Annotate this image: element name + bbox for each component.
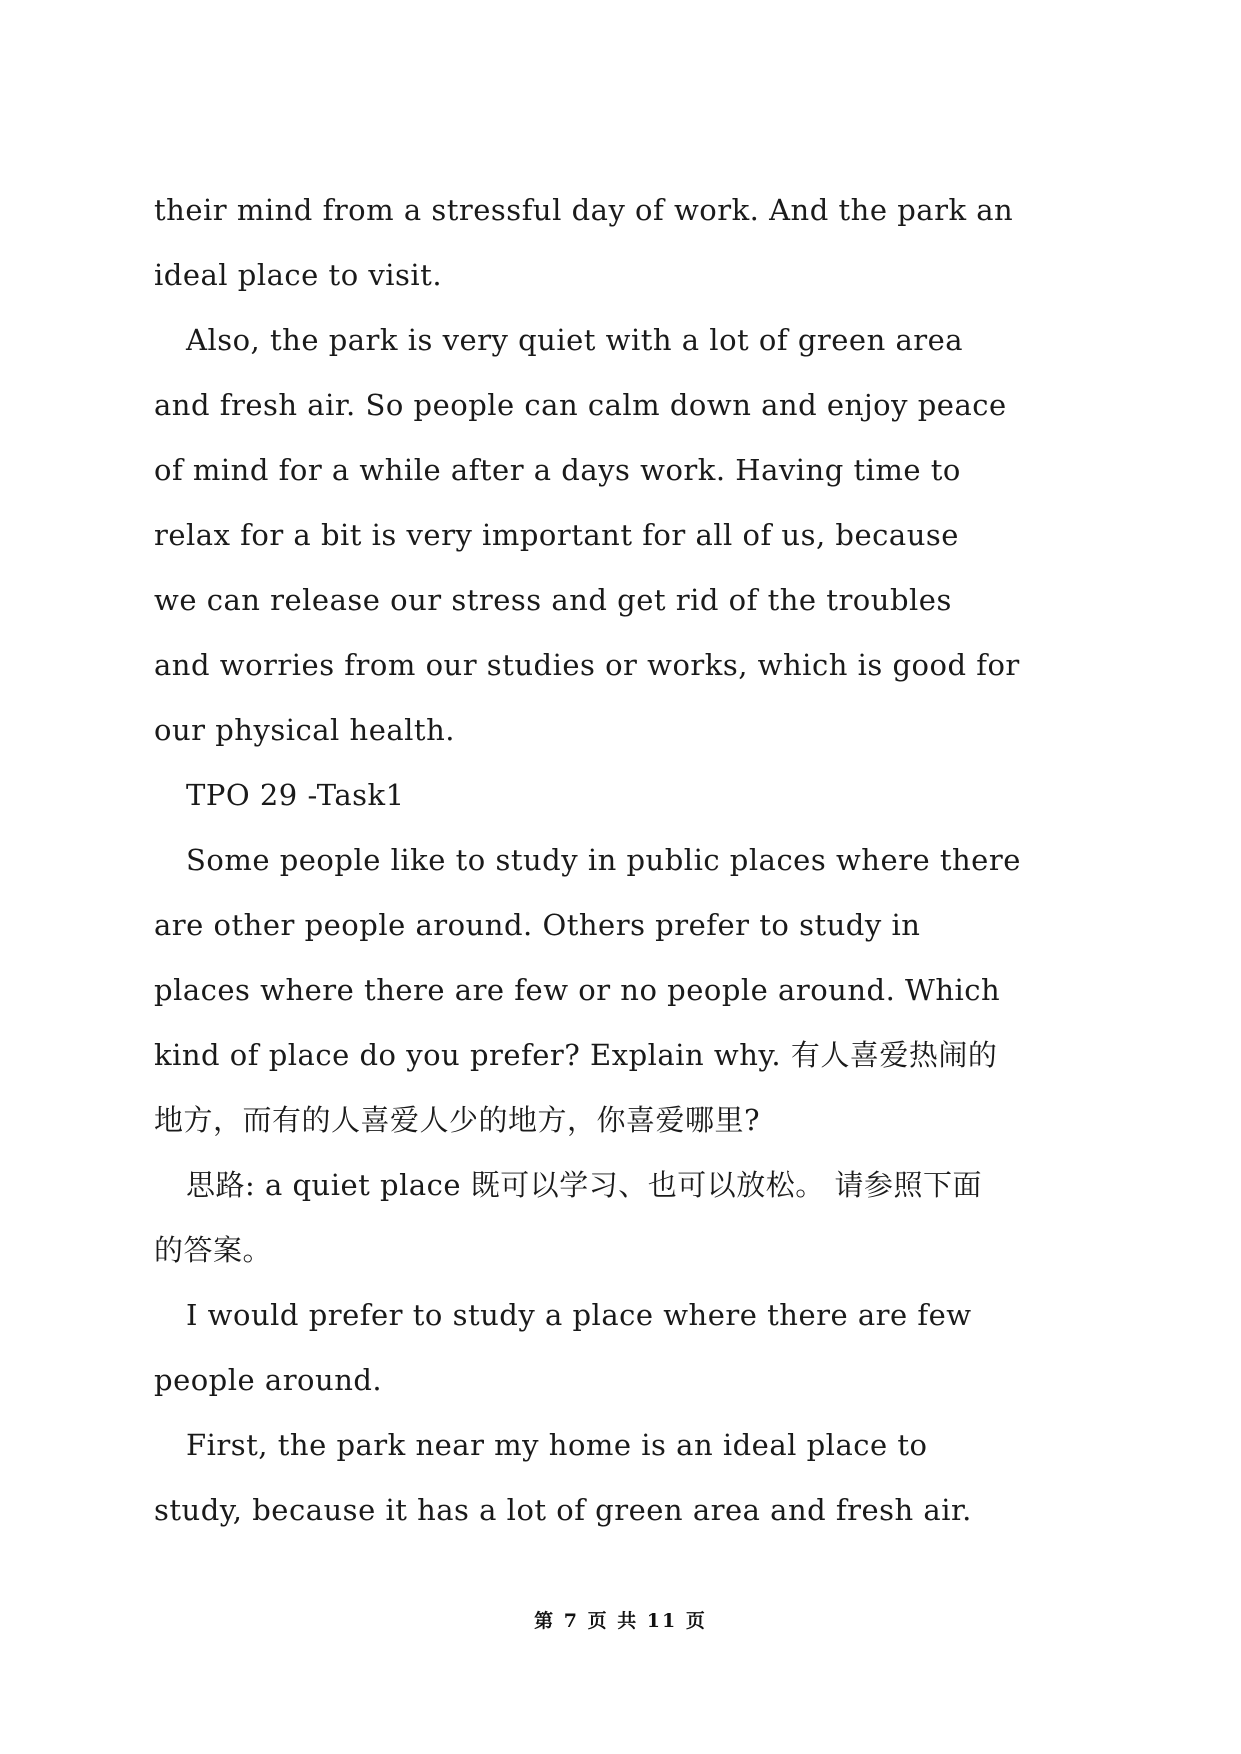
text-line: ideal place to visit. xyxy=(154,258,443,292)
text-line: places where there are few or no people around. Which xyxy=(154,973,1001,1007)
text-line: their mind from a stressful day of work. And the park an xyxy=(154,193,1014,227)
text-line: Also, the park is very quiet with a lot of green area xyxy=(186,323,964,357)
page-number-footer: 第 7 页 共 11 页 xyxy=(534,1610,707,1632)
text-line: of mind for a while after a days work. Having time to xyxy=(154,453,961,487)
text-line: study, because it has a lot of green area and fresh air. xyxy=(154,1493,972,1527)
text-line: I would prefer to study a place where there are few xyxy=(186,1298,972,1332)
text-line: people around. xyxy=(154,1363,383,1397)
text-line: relax for a bit is very important for all of us, because xyxy=(154,518,959,552)
text-line: and worries from our studies or works, which is good for xyxy=(154,648,1020,682)
text-line: and fresh air. So people can calm down and enjoy peace xyxy=(154,388,1007,422)
text-line: our physical health. xyxy=(154,713,455,747)
text-line: we can release our stress and get rid of the troubles xyxy=(154,583,952,617)
document-body xyxy=(154,178,1094,1543)
text-line: Some people like to study in public places where there xyxy=(186,843,1021,877)
text-line: 地方，而有的人喜爱人少的地方，你喜爱哪里? xyxy=(154,1103,761,1137)
text-line: 的答案。 xyxy=(154,1233,273,1267)
section-heading: TPO 29 -Task1 xyxy=(186,778,405,812)
text-line: First, the park near my home is an ideal place to xyxy=(186,1428,928,1462)
text-line: kind of place do you prefer? Explain why. 有人喜爱热闹的 xyxy=(154,1038,998,1072)
text-line: are other people around. Others prefer to study in xyxy=(154,908,921,942)
text-line: 思路: a quiet place 既可以学习、也可以放松。 请参照下面 xyxy=(186,1168,983,1202)
